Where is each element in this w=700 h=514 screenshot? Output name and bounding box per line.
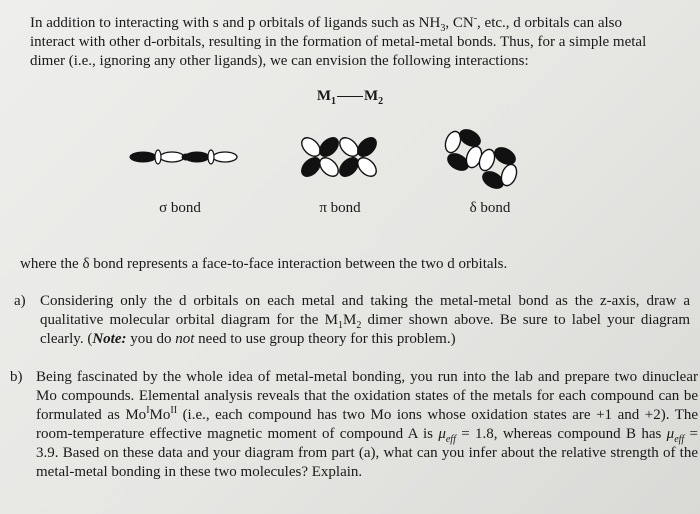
pi-orbital-drawing: [298, 134, 379, 179]
metal-1-symbol: M: [316, 88, 331, 104]
metal-metal-bond-line: [337, 96, 363, 98]
metal-1-subscript: 1: [331, 96, 336, 107]
question-b-mu-2: μ: [666, 426, 675, 442]
question-a-text-1: Considering only the d orbitals on each metal and taking the metal-metal bond as the z-axis, draw a qualitative molecular orbital diagram for the M: [40, 293, 690, 328]
question-b-letter: b): [10, 369, 23, 385]
question-a-sub-1: 1: [337, 320, 343, 331]
question-b-text: [36, 368, 698, 482]
metal-2-symbol: M: [364, 88, 379, 104]
delta-bond-explanation: where the δ bond represents a face-to-face interaction between the two d orbitals.: [20, 256, 508, 272]
intro-text-1: In addition to interacting with s and p orbitals of ligands such as NH: [30, 15, 441, 31]
question-a-text-3: dimer shown above. Be sure to label your diagram clearly. (: [40, 312, 690, 347]
sigma-bond-label: σ bond: [159, 200, 201, 216]
question-a: [14, 292, 690, 349]
metal-dimer-label: [300, 88, 400, 105]
question-a-note: Note:: [92, 331, 127, 347]
question-b-text-4: = 1.8, whereas compound B has: [455, 426, 667, 442]
question-b-text-2: Mo: [149, 407, 171, 423]
question-a-text-4: you do: [126, 331, 176, 347]
pi-bond-label: π bond: [319, 200, 361, 216]
question-b-text-5: = 3.9. Based on these data and your diagram from part (a), what can you infer about the relative strength of the metal-metal bonding in these two molecules? Explain.: [36, 426, 698, 480]
question-b-text-3: (i.e., each compound has two Mo ions whose oxidation states are +1 and +2). The room-temperature effective magnetic moment of compound A is: [36, 407, 699, 442]
intro-sup-minus: -: [473, 13, 478, 24]
question-b: [10, 368, 698, 482]
sigma-orbital-drawing: [130, 150, 237, 164]
question-b-mu-2-sub: eff: [674, 434, 685, 445]
intro-sub-3: 3: [440, 23, 446, 34]
question-a-text-2: M: [342, 312, 357, 328]
delta-bond-label: δ bond: [469, 200, 511, 216]
metal-2-subscript: 2: [378, 96, 384, 107]
intro-paragraph: [30, 14, 670, 71]
question-b-sup-1: I: [146, 405, 150, 416]
question-b-mu-1-sub: eff: [445, 434, 456, 445]
delta-orbital-drawing: [443, 126, 520, 191]
question-a-text: [40, 292, 690, 349]
question-a-text-5: need to use group theory for this problem.): [194, 331, 456, 347]
question-b-mu-1: μ: [438, 426, 446, 442]
orbital-diagrams: [0, 120, 700, 200]
intro-text-2: , CN: [445, 15, 474, 31]
question-a-not: not: [175, 331, 195, 347]
question-b-text-1: Being fascinated by the whole idea of metal-metal bonding, you run into the lab and prepare two dinuclear Mo compounds. Elemental analysis reveals that the oxidation states of the metals for each compound can be formulated as Mo: [36, 369, 698, 423]
intro-text-3: , etc., d orbitals can also interact with other d-orbitals, resulting in the formation of metal-metal bonds. Thus, for a simple metal dimer (i.e., ignoring any other ligands), we can envision the following interactions:: [30, 15, 647, 69]
question-b-sup-2: II: [170, 405, 178, 416]
question-a-sub-2: 2: [356, 320, 362, 331]
question-a-letter: a): [14, 293, 26, 309]
